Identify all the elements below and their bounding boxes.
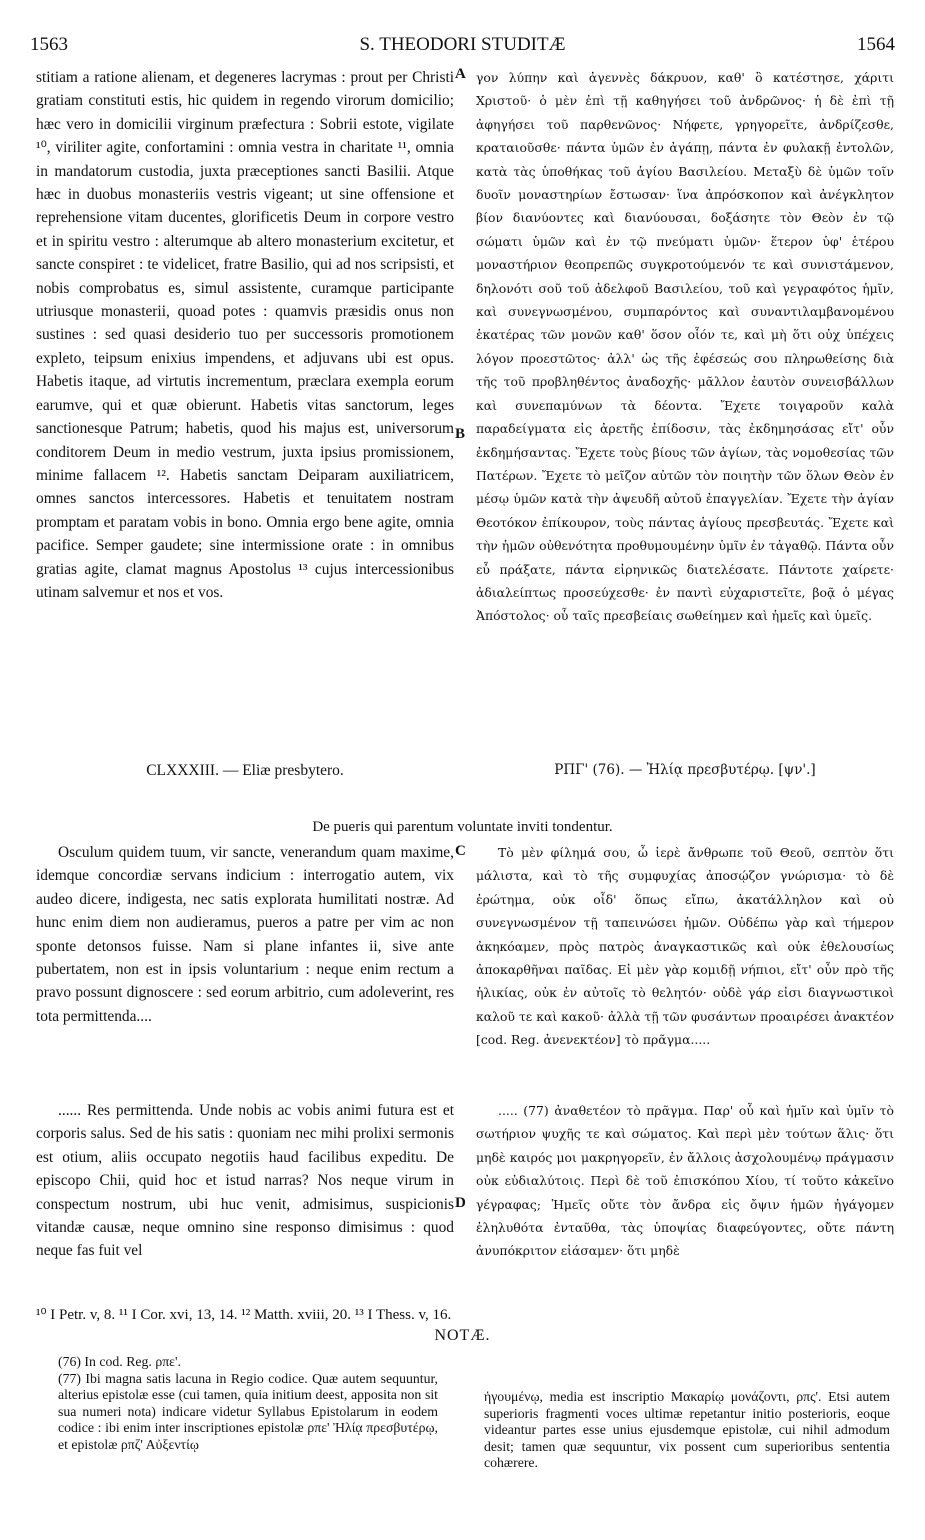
greek-letter-title: ΡΠΓ' (76). — Ἠλίᾳ πρεσβυτέρῳ. [ψν'.]	[554, 762, 816, 778]
page-header	[30, 34, 895, 60]
notes-heading: NOTÆ.	[434, 1327, 491, 1344]
note-77-continued: ἡγουμένῳ, media est inscriptio Μακαρίῳ μονάζοντι, ρπς'. Etsi autem superioris fragmenti voces ultimæ repetantur initio posterioris, eoque videantur partes esse unius ejusdemque epistolæ, cui nihil admodum desit; tamen quæ sequuntur, vix possent cum superioribus sententia cohærere.	[484, 1389, 890, 1470]
running-title: S. THEODORI STUDITÆ	[359, 34, 566, 55]
latin-column-bottom	[36, 1099, 454, 1263]
page-number-right: 1564	[857, 34, 895, 55]
latin-paragraph-mid: Osculum quidem tuum, vir sancte, venerandum quam maxime, idemque concordiæ servans indicium : interrogatio autem, vix audeo dicere, indigesta, nec satis explorata humilitati nostræ. Ad hunc enim diem non audieramus, pueros a patre per vim ac non sponte detonsos fuisse. Nam si plane infantes ii, sive ante pubertatem, non est in ipsis voluntarium : neque enim rectum a pravo possunt dignoscere : sed eorum arbitrio, cum adoleverint, res tota permittenda....	[36, 844, 454, 1025]
greek-column-mid	[476, 841, 894, 1052]
greek-paragraph-bottom: ..... (77) ἀναθετέον τὸ πρᾶγμα. Παρ' οὗ καὶ ἡμῖν καὶ ὑμῖν τὸ σωτήριον ψυχῆς τε καὶ σώματος. Καὶ περὶ μὲν τούτων ἅλις· ὅτι μηδὲ καιρός μοι μακρηγορεῖν, ἐν ἄλλοις ἀσχολουμένῳ πράγμασιν οὐκ εὐδιαλύτοις. Περὶ δὲ τοῦ ἐπισκόπου Χίου, τί τοῦτο κἀκεῖνο γέγραφας; Ἡμεῖς οὔτε τὸν ἄνδρα εἰς ὄψιν ἡμῶν ἠγάγομεν ἐληλυθότα ἐνταῦθα, τὰς ὑποψίας διαφεύγοντες, οὔτε πάντη ἀνυπόκριτον εἰάσαμεν· ὅτι μηδὲ	[476, 1103, 894, 1259]
greek-column-bottom	[476, 1099, 894, 1263]
greek-paragraph-top: γον λύπην καὶ ἀγεννὲς δάκρυον, καθ' ὃ κατέστησε, χάριτι Χριστοῦ· ὁ μὲν ἐπὶ τῇ καθηγήσει τοῦ ἀνδρῶνος· ἡ δὲ ἐπὶ τῇ ἀφηγήσει τοῦ παρθενῶνος· Νήφετε, γρηγορεῖτε, ἀνδρίζεσθε, κραταιοῦσθε· πάντα ὑμῶν ἐν ἀγάπῃ, πάντα ἐν φυλακῇ ἐντολῶν, κατὰ τὰς ὑποθήκας τοῦ ἁγίου Βασιλείου. Μεταξὺ δὲ ὑμῶν τοῖν δυοῖν μοναστηρίων ἔστωσαν· ἵνα ἀπρόσκοπον καὶ ἀνέγκλητον βίον διανύοντες καὶ διανύουσαι, δοξάσητε τὸν Θεὸν ἐν τῷ σώματι ὑμῶν καὶ ἐν τῷ πνεύματι ὑμῶν· ἕτερον ὑφ' ἑτέρου μοναστήριον θεοπρεπῶς συγκροτούμενόν τε καὶ συνιστάμενον, δηλονότι σοῦ τοῦ ἀδελφοῦ Βασιλείου, τοῦ καὶ γεγραφότος ἡμῖν, καὶ συνεγνωσμένου, συμπαρόντος καὶ συναντιλαμβανομένου ἑκατέρας τῶν μονῶν καθ' ὅσον οἷόν τε, καὶ μὴ ὅτι οὐχ ὑπέχεις λόγον προεστῶτος· ἀλλ' ὡς τῆς ἐφέσεώς σου πληρωθείσης διὰ τῆς τοῦ προβληθέντος ἀναδοχῆς· μᾶλλον ἑαυτὸν συνεισβάλλων καὶ συνεπαμύνων τὰ δέοντα. Ἔχετε τοιγαροῦν καλὰ παραδείγματα εἰς ἀρετῆς ἐπίδοσιν, τὰς ἐκδημησάσας εἴτ' οὖν ἐκδημήσαντας. Ἔχετε τοὺς βίους τῶν ἁγίων, τὰς νομοθεσίας τῶν Πατέρων. Ἔχετε τὸ μεῖζον αὐτῶν τὸν ποιητὴν τῶν ὅλων Θεὸν ἐν μέσῳ ὑμῶν κατὰ τὴν ἀψευδῆ αὐτοῦ ἐπαγγελίαν. Ἔχετε τὴν ἁγίαν Θεοτόκον ἐπίκουρον, τοὺς πάντας ἁγίους πρεσβευτάς. Ἔχετε καὶ τὴν ἡμῶν οὐθενότητα προθυμουμένην ὑμῖν ἐν τἀγαθῷ. Πάντα οὖν εὖ πράξατε, πάντα εἰρηνικῶς διατελέσατε. Πάντοτε χαίρετε· ἀδιαλείπτως προσεύχεσθε· ἐν παντὶ εὐχαριστεῖτε, βοᾷ ὁ μέγας Ἀπόστολος· οὗ ταῖς πρεσβείαις σωθείημεν καὶ ἡμεῖς καὶ ὑμεῖς.	[476, 70, 894, 624]
page-number-left: 1563	[30, 34, 68, 55]
scripture-footnotes: ¹⁰ I Petr. v, 8. ¹¹ I Cor. xvi, 13, 14. ¹² Matth. xviii, 20. ¹³ I Thess. v, 16.	[36, 1307, 452, 1323]
greek-paragraph-mid: Τὸ μὲν φίλημά σου, ὦ ἱερὲ ἄνθρωπε τοῦ Θεοῦ, σεπτὸν ὅτι μάλιστα, καὶ τὸ τῆς συμφυχίας ἀποσῴζον γνώρισμα· τὸ δὲ ἐρώτημα, οὐκ οἶδ' ὅπως εἴπω, ἀκατάλληλον καὶ οὐ συνεγνωσμένον τῇ ταπεινώσει ἡμῶν. Οὐδέπω γὰρ καὶ τήμερον ἀκηκόαμεν, πρὸς πατρὸς ἀναγκαστικῶς καὶ οὐκ ἐθελουσίως ἀποκαρθῆναι παῖδας. Εἰ μὲν γὰρ κομιδῇ νήπιοι, εἴτ' οὖν πρὸ τῆς ἡλικίας, οὐκ ἐν αὐτοῖς τὸ θελητόν· οὐδὲ γάρ εἰσι διαγνωστικοὶ καλοῦ τε καὶ κακοῦ· ἀλλὰ τῇ τῶν φυσάντων προαιρέσει ἀνακτέον [cod. Reg. ἀνενεκτέον] τὸ πρᾶγμα.....	[476, 845, 894, 1048]
greek-column-top	[476, 66, 894, 628]
notes-right-column	[484, 1389, 890, 1472]
latin-paragraph-bottom: ...... Res permittenda. Unde nobis ac vobis animi futura est et corporis salus. Sed de his satis : quoniam nec mihi prolixi sermonis est otium, aliis occupato negotiis haud facilibus expeditu. De episcopo Chii, quid hoc et istud narras? Nos neque virum in conspectum nostrum, ubi huc venit, admisimus, suspicionis vitandæ causæ, neque omnino sine responso dimisimus : quod neque fas fuit vel	[36, 1102, 454, 1260]
note-76: (76) In cod. Reg. ρπε'.	[58, 1354, 181, 1369]
latin-paragraph-top: stitiam a ratione alienam, et degeneres lacrymas : prout per Christi gratiam constituti estis, hic quidem in regendo virorum domicilio; hæc vero in domicilii virginum præfectura : Sobrii estote, vigilate ¹⁰, viriliter agite, confortamini : omnia vestra in charitate ¹¹, omnia in mandatorum custodia, juxta præceptiones sancti Basilii. Atque hæc in duobus monasteriis vestris vigeant; ut sine offensione et reprehensione vitam ducentes, glorificetis Deum in corpore vestro et in spiritu vestro : alterumque ab altero monasterium excitetur, et sancte conspiret : te videlicet, fratre Basilio, qui ad nos scripsisti, et nobis comprobatus es, simul assistente, curamque participante utriusque monasterii, quoad potes : quamvis præsidis onus non sustines : sed quasi desiderio tuo per successoris promotionem expleto, teipsum enixius impendens, et adjuvans ubi est opus. Habetis itaque, ad virtutis incrementum, præclara exempla eorum earumve, qui et quæ obierunt. Habetis vitas sanctorum, leges sanctionesque Patrum; habetis, quod his majus est, universorum conditorem Deum in medio vestrum, juxta ipsius promissionem, minime fallacem ¹². Habetis sanctam Deiparam auxiliatricem, omnes sanctos intercessores. Habetis et tenuitatem nostram promptam et paratam vobis in bono. Omnia ergo bene agite, omnia pacifice. Semper gaudete; sine intermissione orate : in omnibus gratias agite, clamat magnus Apostolus ¹³ cujus intercessionibus utinam salvemur et nos et vos.	[36, 69, 454, 601]
notes-left-column	[58, 1354, 438, 1453]
margin-letter-a: A	[455, 66, 466, 82]
note-77: (77) Ibi magna satis lacuna in Regio codice. Quæ autem sequuntur, alterius epistolæ esse (cui tamen, quia initium deest, apposita non sit sua numeri nota) indicare videtur Syllabus Epistolarum in eodem codice : ibi enim inter inscriptiones epistolæ ρπε' Ἠλίᾳ πρεσβυτέρῳ, et epistolæ ρπζ' Αὐξεντίῳ	[58, 1370, 438, 1452]
letter-subtitle: De pueris qui parentum voluntate inviti tondentur.	[312, 819, 613, 835]
latin-column-mid	[36, 841, 454, 1028]
margin-letter-d: D	[455, 1195, 466, 1211]
latin-letter-title: CLXXXIII. — Eliæ presbytero.	[146, 762, 344, 779]
margin-letter-b: B	[455, 426, 466, 442]
margin-letter-c: C	[455, 843, 466, 859]
latin-column-top	[36, 66, 454, 604]
